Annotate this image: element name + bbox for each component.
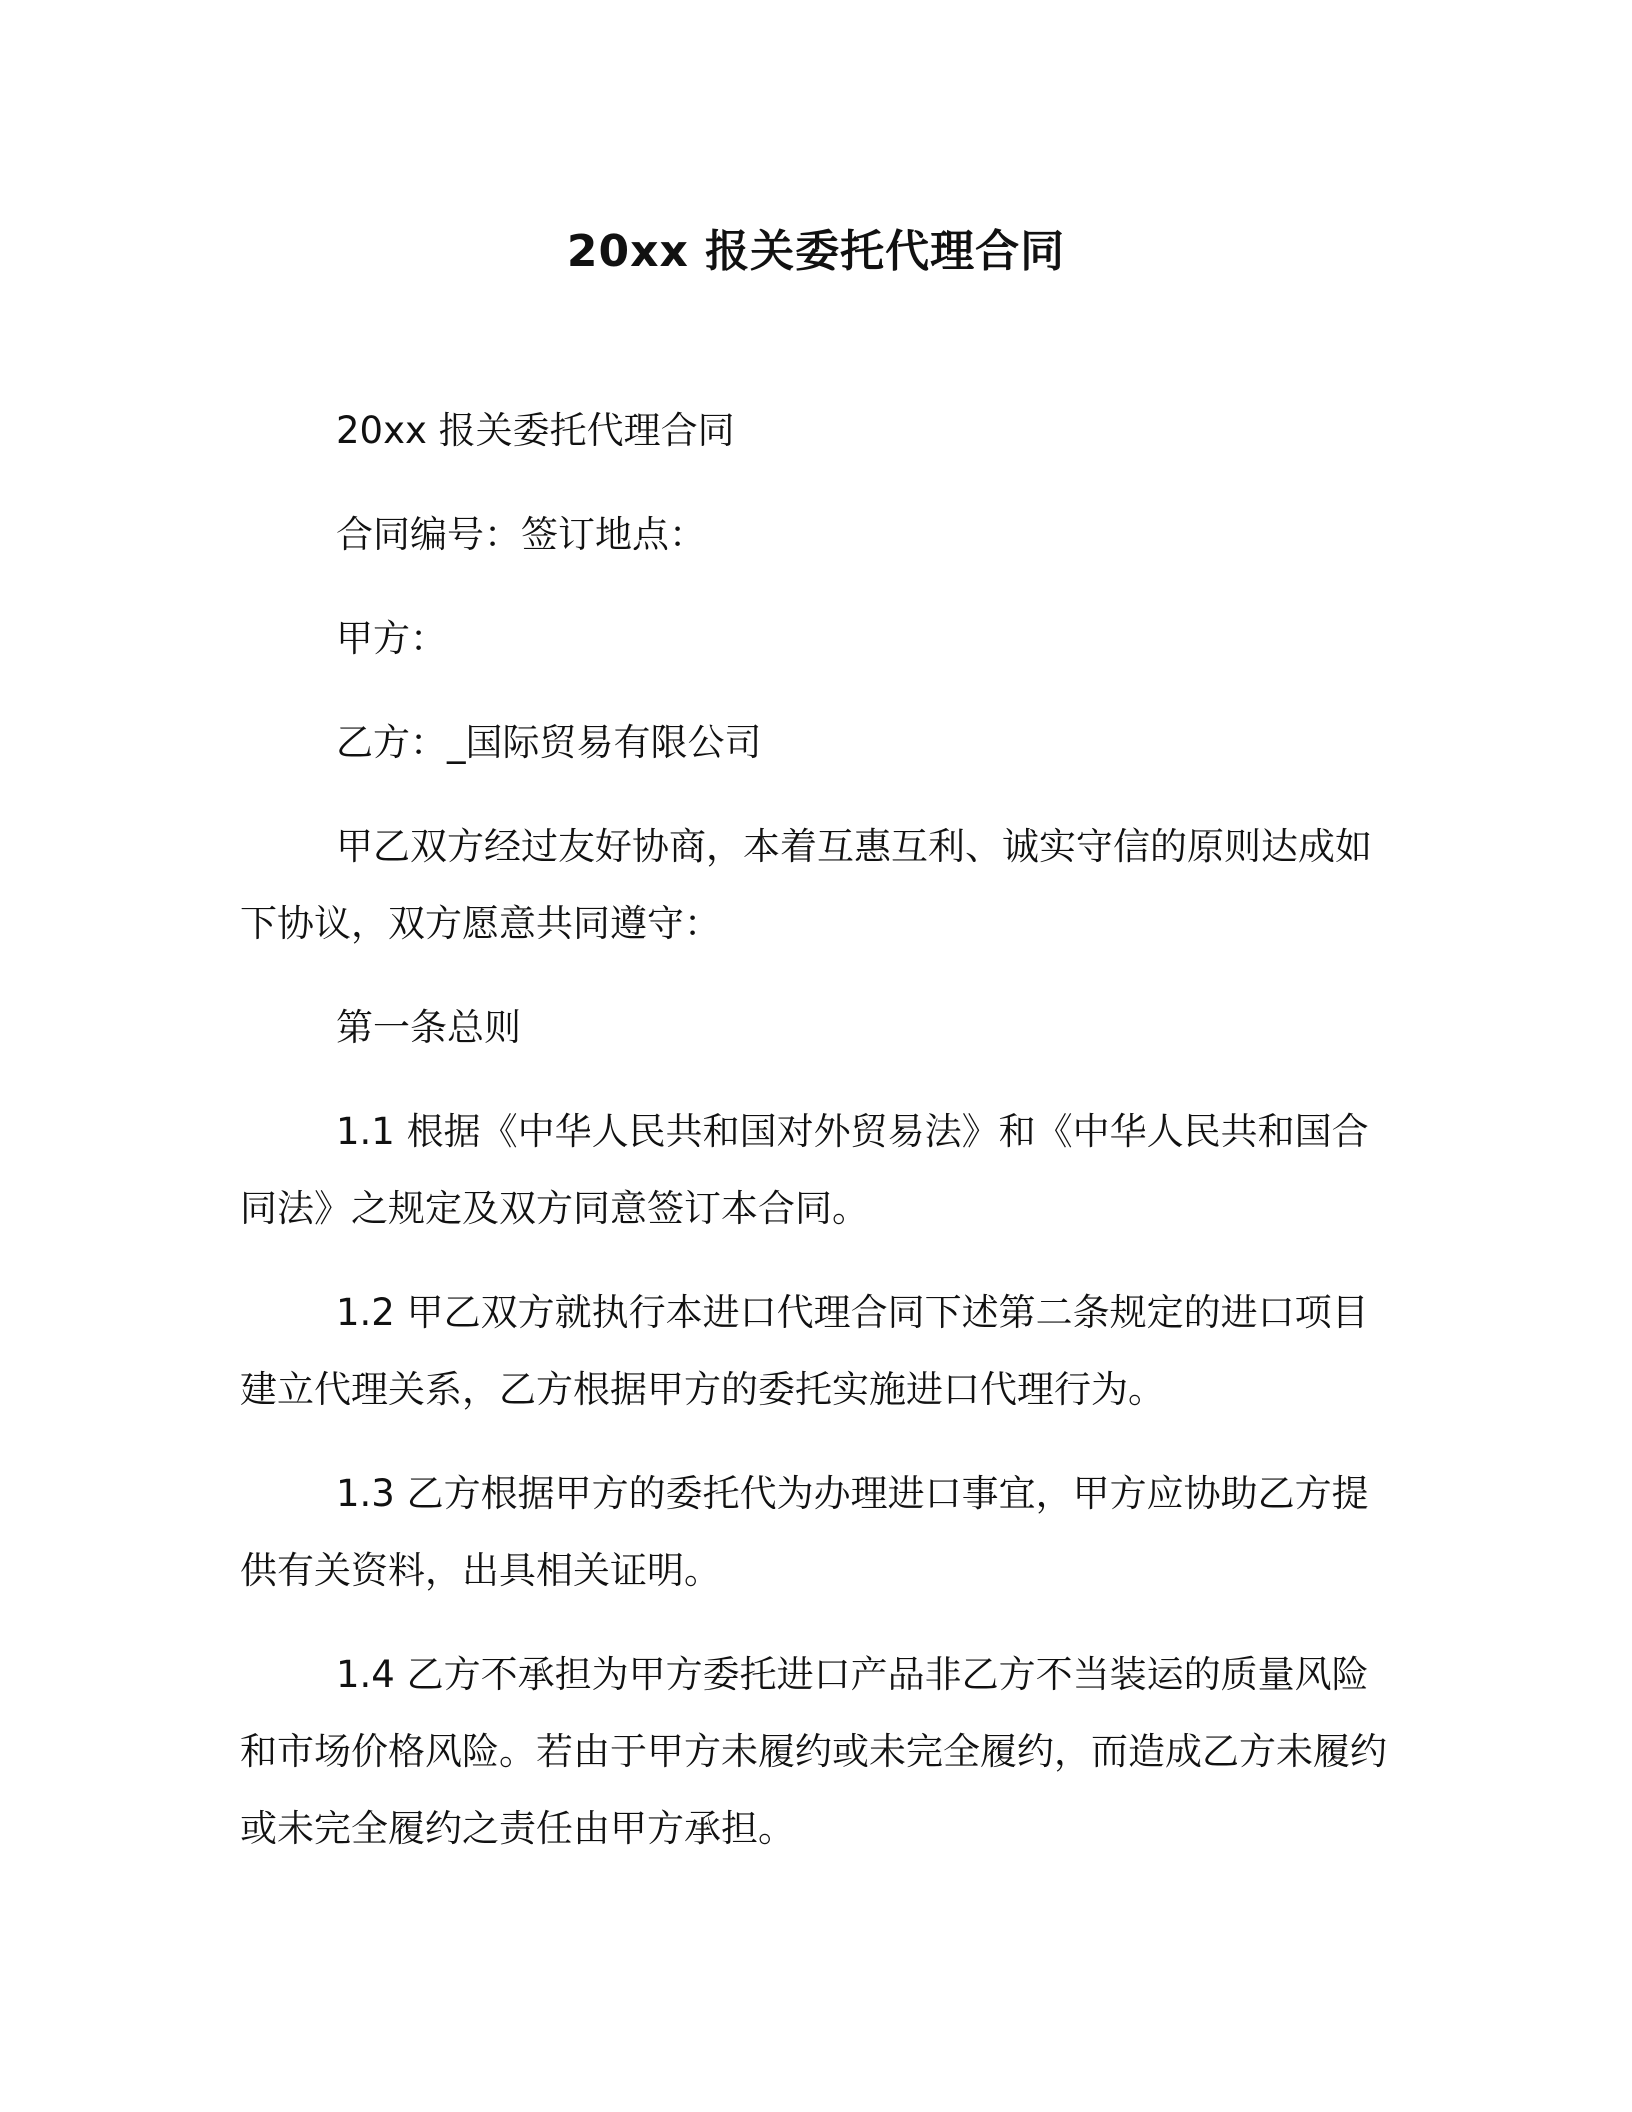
paragraph-subtitle: 20xx 报关委托代理合同 <box>336 409 735 452</box>
paragraph-article-1-heading: 第一条总则 <box>336 1006 521 1049</box>
paragraph-clause-1-2: 1.2 甲乙双方就执行本进口代理合同下述第二条规定的进口项目建立代理关系，乙方根据甲方的委托实施进口代理行为。 <box>240 1291 1369 1411</box>
paragraph-clause-1-4: 1.4 乙方不承担为甲方委托进口产品非乙方不当装运的质量风险和市场价格风险。若由于甲方未履约或未完全履约，而造成乙方未履约或未完全履约之责任由甲方承担。 <box>240 1653 1387 1850</box>
paragraph-clause-1-3: 1.3 乙方根据甲方的委托代为办理进口事宜，甲方应协助乙方提供有关资料，出具相关证明。 <box>240 1472 1369 1592</box>
paragraph-party-b: 乙方：_国际贸易有限公司 <box>336 721 762 764</box>
paragraph-party-a: 甲方： <box>336 617 447 660</box>
paragraph-contract-number: 合同编号：签订地点： <box>336 513 706 556</box>
document-body <box>240 392 1400 1894</box>
paragraph-agreement-intro: 甲乙双方经过友好协商，本着互惠互利、诚实守信的原则达成如下协议，双方愿意共同遵守： <box>240 825 1372 945</box>
document-title: 20xx 报关委托代理合同 <box>566 226 1066 277</box>
paragraph-clause-1-1: 1.1 根据《中华人民共和国对外贸易法》和《中华人民共和国合同法》之规定及双方同意签订本合同。 <box>240 1110 1369 1230</box>
